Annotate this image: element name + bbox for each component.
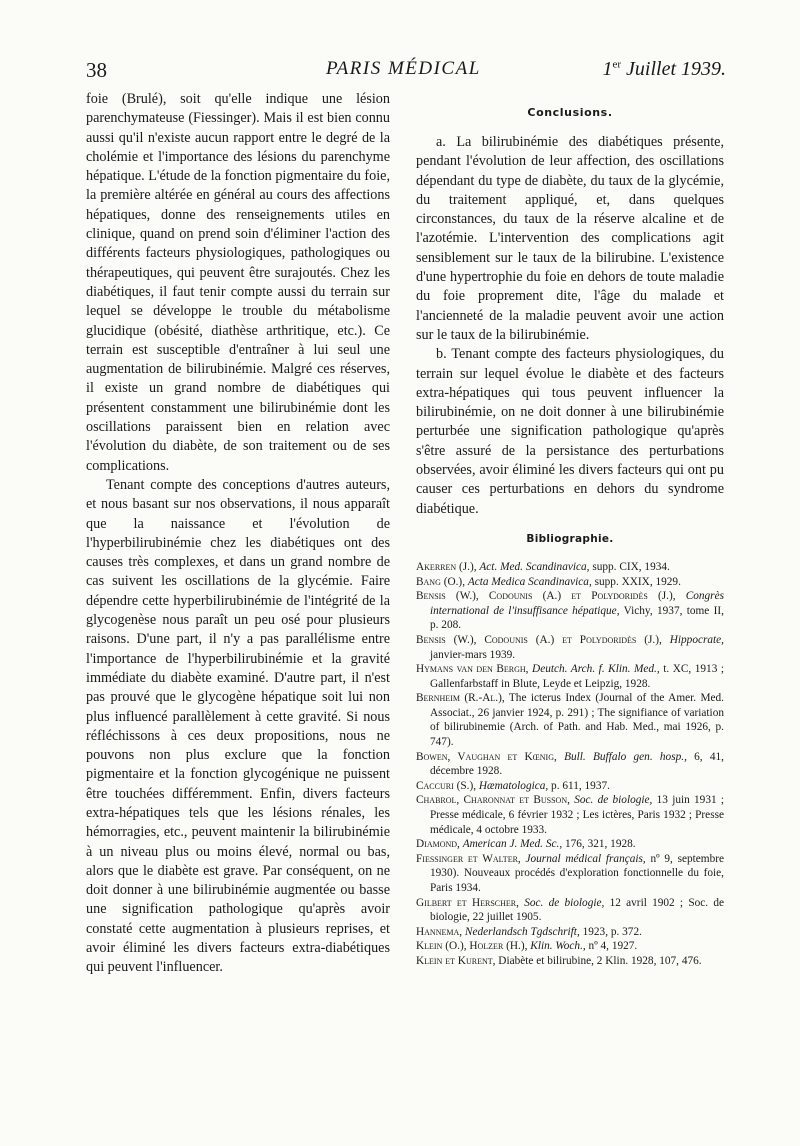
journal-title: PARIS MÉDICAL xyxy=(326,58,481,79)
left-column xyxy=(86,90,390,978)
conclusion-paragraph-a: a. La bilirubinémie des diabétiques présente, pendant l'évolution de leur affection, des oscillations dépendant du type de diabète, du taux de la glycémie, du traitement appliqué, et, dans quelques circonstances, du taux de la réserve alcaline et de l'azotémie. L'intervention des complications agit sensiblement sur le taux de la bilirubine. L'existence d'une hypertrophie du foie en dehors de toute maladie du foie proprement dite, l'âge du malade et l'ancienneté de la maladie peuvent avoir une action sur le taux de la bilirubinémie. xyxy=(416,134,724,343)
bibliography-entry xyxy=(416,589,724,633)
reference-source: Deutch. Arch. f. Klin. Med., xyxy=(532,663,660,676)
reference-authors: Bensis (W.), Codounis (A.) et Polydoridès (J.), xyxy=(416,590,676,603)
reference-source: Bull. Buffalo gen. hosp., xyxy=(564,750,687,763)
bibliography-entry xyxy=(416,691,724,749)
bibliography-entry xyxy=(416,837,724,852)
reference-source: Hippocrate, xyxy=(669,633,724,646)
bibliography-entry xyxy=(416,954,724,969)
bibliography-entry xyxy=(416,662,724,691)
reference-details: 6, 41, décembre 1928. xyxy=(430,750,725,778)
reference-details: supp. CIX, 1934. xyxy=(589,560,670,573)
body-paragraph: Tenant compte des conceptions d'autres auteurs, et nous basant sur nos observations, il nous apparaît que la naissance et l'évolution de l'hyperbilirubinémie chez les diabétiques ont des causes très complexes, et dans un grand nombre de cas suivent les oscillations de la glycémie. Faire dépendre cette hyperbilirubinémie de l'intégrité de la glycogenèse nous paraît un peu osé pour plusieurs raisons. D'une part, il n'y a pas parallélisme entre l'importance de l'hyperbilirubinémie et la gravité immédiate du diabète examiné. D'autre part, il n'est pas prouvé que le glycogène hépatique soit lui non plus influencé parallèlement à cette gravité. Si nous réfléchissons à ces deux propositions, nous ne pouvons non plus exclure que la fonction pigmentaire et la fonction glycogénique ne puissent être touchées différemment. Enfin, divers facteurs extra-hépatiques tels que les lésions rénales, les hémorragies, etc., peuvent maintenir la bilirubinémie à un niveau plus ou moins élevé, normal ou bas, alors que le diabète est grave. Par conséquent, on ne doit donner à une bilirubinémie augmentée ou basse une signification pathologique qu'après avoir constaté cette augmentation à plusieurs reprises, et avoir éliminé les divers facteurs extra-diabétiques qui peuvent l'influencer. xyxy=(86,476,390,976)
issue-date-superscript: er xyxy=(612,58,622,71)
bibliography-entry xyxy=(416,560,724,575)
issue-date-rest: Juillet 1939. xyxy=(621,58,726,80)
reference-details: Vichy, 1937, tome II, p. 208. xyxy=(430,604,724,632)
bibliography-list xyxy=(416,560,724,969)
reference-authors: Diamond, xyxy=(416,838,460,851)
issue-date-day: 1 xyxy=(602,58,613,80)
running-header xyxy=(86,58,726,88)
bibliography-entry xyxy=(416,896,724,925)
bibliography-entry xyxy=(416,925,724,940)
reference-authors: Bang (O.), xyxy=(416,575,466,588)
bibliography-heading: Bibliographie. xyxy=(526,532,614,545)
reference-details: Diabète et bilirubine, 2 Klin. 1928, 107, 476. xyxy=(498,954,702,967)
reference-details: The icterus Index (Journal of the Amer. Med. Associat., 26 janvier 1924, p. 291) ; The signifiance of variation of bilirubinemie (Arch. of Path. and Hab. Med., mai 1926, p. 747). xyxy=(430,692,725,749)
bibliography-entry xyxy=(416,575,724,590)
reference-source: Journal médical français, xyxy=(525,852,646,865)
reference-details: janvier-mars 1939. xyxy=(430,648,516,661)
reference-details: 176, 321, 1928. xyxy=(562,838,636,851)
reference-authors: Bowen, Vaughan et Kœnig, xyxy=(416,750,557,763)
reference-authors: Chabrol, Charonnat et Busson, xyxy=(416,794,570,807)
reference-details: 13 juin 1931 ; Presse médicale, 6 février 1932 ; Les ictères, Paris 1932 ; Presse médicale, 4 octobre 1933. xyxy=(430,794,725,836)
reference-authors: Hymans van den Bergh, xyxy=(416,663,529,676)
body-paragraph: foie (Brulé), soit qu'elle indique une lésion parenchymateuse (Fiessinger). Mais il est bien connu aussi qu'il n'existe aucun rapport entre le degré de la cholémie et l'importance des lésions du parenchyme hépatique. L'étude de la fonction pigmentaire du foie, la première altérée en général au cours des affections hépatiques, donne des renseignements utiles en clinique, quand on prend soin d'éliminer l'action des différents facteurs physiologiques, pathologiques ou thérapeutiques, qui peuvent être surajoutés. Chez les diabétiques, il faut tenir compte aussi du terrain sur lequel se développe le trouble du métabolisme glucidique (obésité, diathèse arthritique, etc.). Ce terrain est susceptible d'entraîner à lui seul une augmentation de bilirubinémie. Malgré ces réserves, il existe un grand nombre de diabétiques qui présentent constamment une bilirubinémie dont les oscillations paraissent bien en relation avec l'évolution du diabète, de son traitement ou de ses complications. xyxy=(86,91,390,474)
reference-authors: Hannema, xyxy=(416,925,463,938)
bibliography-entry xyxy=(416,939,724,954)
bibliography-entry xyxy=(416,852,724,896)
reference-authors: Klein (O.), Holzer (H.), xyxy=(416,940,528,953)
bibliography-entry xyxy=(416,779,724,794)
reference-authors: Fiessinger et Walter, xyxy=(416,852,521,865)
reference-source: American J. Med. Sc., xyxy=(462,838,563,851)
reference-source: Congrès international de l'insuffisance hépatique, xyxy=(430,590,724,617)
reference-details: nº 9, septembre 1930). Nouveaux procédés d'exploration fonctionnelle du foie, Paris 1934. xyxy=(430,852,724,894)
conclusion-paragraph-b: b. Tenant compte des facteurs physiologiques, du terrain sur lequel évolue le diabète et des facteurs extra-hépatiques qui tous peuvent influencer la bilirubinémie, on ne doit donner à une bilirubinémie perturbée une signification pathologique qu'après s'être assuré de la persistance des perturbations observées, avoir éliminé les divers facteurs qui ont pu causer ces perturbations en dehors du syndrome diabétique. xyxy=(416,346,724,517)
reference-source: Klin. Woch., xyxy=(530,940,586,953)
reference-source: Soc. de biologie, xyxy=(574,794,653,807)
issue-date xyxy=(602,58,726,81)
bibliography-entry xyxy=(416,750,724,779)
reference-details: nº 4, 1927. xyxy=(585,940,638,953)
bibliography-entry xyxy=(416,633,724,662)
reference-source: Hæmatologica, xyxy=(478,779,549,792)
reference-details: 12 avril 1902 ; Soc. de biologie, 22 juillet 1905. xyxy=(430,896,725,924)
bibliography-entry xyxy=(416,793,724,837)
reference-authors: Bernheim (R.-Al.), xyxy=(416,692,505,705)
reference-details: 1923, p. 372. xyxy=(579,925,642,938)
reference-authors: Akerren (J.), xyxy=(416,560,477,573)
page-number: 38 xyxy=(86,58,107,82)
reference-source: Acta Medica Scandinavica, xyxy=(467,575,592,588)
reference-details: t. XC, 1913 ; Gallenfarbstaff in Blute, Leyde et Leipzig, 1928. xyxy=(430,663,725,690)
right-column xyxy=(416,106,724,969)
reference-details: p. 611, 1937. xyxy=(548,779,610,792)
reference-source: Act. Med. Scandinavica, xyxy=(479,560,590,573)
reference-source: Nederlandsch Tgdschrift, xyxy=(464,925,580,938)
reference-authors: Klein et Kurent, xyxy=(416,954,496,967)
reference-authors: Bensis (W.), Codounis (A.) et Polydoridès (J.), xyxy=(416,633,662,646)
conclusions-heading: Conclusions. xyxy=(527,106,613,119)
reference-authors: Gilbert et Herscher, xyxy=(416,896,519,909)
reference-source: Soc. de biologie, xyxy=(524,896,605,909)
reference-authors: Caccuri (S.), xyxy=(416,779,477,792)
reference-details: supp. XXIX, 1929. xyxy=(591,575,681,588)
